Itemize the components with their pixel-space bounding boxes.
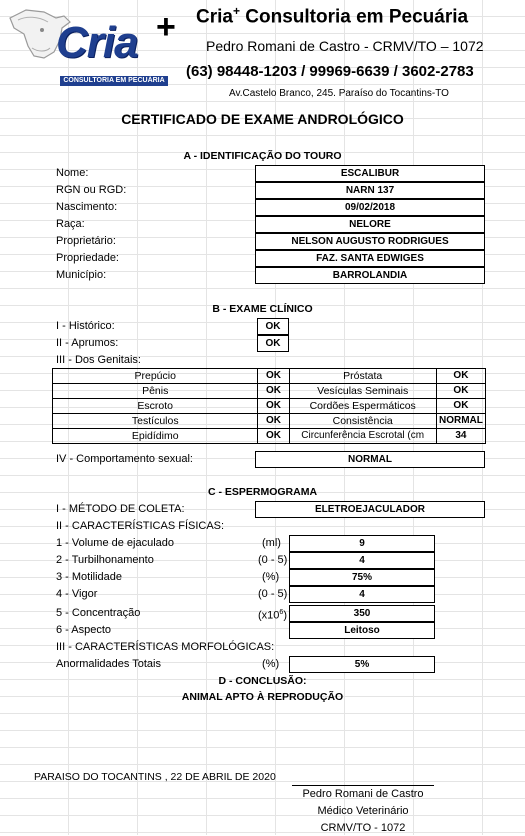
label-concentracao: 5 - Concentração bbox=[56, 607, 141, 619]
genital-left-label: Epidídimo bbox=[53, 429, 258, 444]
genital-right-label: Circunferência Escrotal (cm bbox=[289, 429, 436, 444]
genital-left-value: OK bbox=[258, 384, 289, 399]
genital-left-label: Pênis bbox=[53, 384, 258, 399]
table-row bbox=[53, 369, 486, 384]
conclusion-result: ANIMAL APTO À REPRODUÇÃO bbox=[181, 691, 344, 703]
value-volume: 9 bbox=[289, 535, 435, 552]
section-b-title: B - EXAME CLÍNICO bbox=[212, 303, 313, 315]
genital-left-label: Escroto bbox=[53, 399, 258, 414]
value-concentracao: 350 bbox=[289, 605, 435, 622]
value-propriedade: FAZ. SANTA EDWIGES bbox=[255, 250, 485, 267]
genitals-table bbox=[52, 368, 486, 444]
genital-right-value: NORMAL bbox=[436, 414, 485, 429]
genital-right-label: Vesículas Seminais bbox=[289, 384, 436, 399]
value-aprumos: OK bbox=[257, 335, 289, 352]
label-aprumos: II - Aprumos: bbox=[56, 337, 119, 349]
value-vigor: 4 bbox=[289, 586, 435, 603]
label-municipio: Município: bbox=[56, 269, 107, 281]
genital-left-value: OK bbox=[258, 429, 289, 444]
table-row bbox=[53, 399, 486, 414]
label-anormalidades: Anormalidades Totais bbox=[56, 658, 161, 670]
value-motilidade: 75% bbox=[289, 569, 435, 586]
value-nascimento: 09/02/2018 bbox=[255, 199, 485, 216]
label-genitais: III - Dos Genitais: bbox=[56, 354, 141, 366]
label-morfologicas: III - CARACTERÍSTICAS MORFOLÓGICAS: bbox=[56, 641, 275, 653]
unit-concentracao: $(x10^6)$ bbox=[258, 609, 287, 622]
value-raca: NELORE bbox=[255, 216, 485, 233]
genital-right-value: OK bbox=[436, 399, 485, 414]
logo-word: Cria bbox=[56, 18, 138, 67]
label-volume: 1 - Volume de ejaculado bbox=[56, 537, 175, 549]
address: Av.Castelo Branco, 245. Paraíso do Tocantins-TO bbox=[229, 88, 449, 99]
genital-right-label: Próstata bbox=[289, 369, 436, 384]
label-aspecto: 6 - Aspecto bbox=[56, 624, 112, 636]
genital-left-value: OK bbox=[258, 369, 289, 384]
label-turbilhonamento: 2 - Turbilhonamento bbox=[56, 554, 154, 566]
value-anormalidades: 5% bbox=[289, 656, 435, 673]
company-logo bbox=[4, 4, 189, 88]
value-rgn: NARN 137 bbox=[255, 182, 485, 199]
table-row bbox=[53, 414, 486, 429]
logo-subtitle: CONSULTORIA EM PECUÁRIA bbox=[60, 76, 168, 86]
genital-right-value: 34 bbox=[436, 429, 485, 444]
label-historico: I - Histórico: bbox=[56, 320, 115, 332]
signer-name: Pedro Romani de Castro bbox=[302, 788, 424, 800]
company-name: Cria+ Consultoria em Pecuária bbox=[196, 4, 469, 28]
certificate-title: CERTIFICADO DE EXAME ANDROLÓGICO bbox=[121, 111, 404, 127]
value-turbilhonamento: 4 bbox=[289, 552, 435, 569]
label-vigor: 4 - Vigor bbox=[56, 588, 98, 600]
signer-role: Médico Veterinário bbox=[317, 805, 409, 817]
value-comportamento: NORMAL bbox=[255, 451, 485, 468]
signer-crmv: CRMV/TO - 1072 bbox=[320, 822, 406, 834]
genital-left-value: OK bbox=[258, 399, 289, 414]
label-nome: Nome: bbox=[56, 167, 89, 179]
section-d-title: D - CONCLUSÃO: bbox=[218, 675, 307, 687]
value-municipio: BARROLANDIA bbox=[255, 267, 485, 284]
label-motilidade: 3 - Motilidade bbox=[56, 571, 123, 583]
genital-left-label: Testículos bbox=[53, 414, 258, 429]
genital-right-value: OK bbox=[436, 384, 485, 399]
vet-line: Pedro Romani de Castro - CRMV/TO – 1072 bbox=[206, 38, 484, 54]
table-row bbox=[53, 384, 486, 399]
value-metodo: ELETROEJACULADOR bbox=[255, 501, 485, 518]
label-raca: Raça: bbox=[56, 218, 85, 230]
logo-plus: + bbox=[156, 8, 176, 46]
section-a-title: A - IDENTIFICAÇÃO DO TOURO bbox=[183, 150, 342, 162]
label-fisicas: II - CARACTERÍSTICAS FÍSICAS: bbox=[56, 520, 225, 532]
genital-right-label: Consistência bbox=[289, 414, 436, 429]
genital-left-value: OK bbox=[258, 414, 289, 429]
unit-vigor: (0 - 5) bbox=[258, 588, 288, 600]
phone-numbers: (63) 98448-1203 / 99969-6639 / 3602-2783 bbox=[186, 63, 474, 80]
genital-left-label: Prepúcio bbox=[53, 369, 258, 384]
unit-anormalidades: (%) bbox=[262, 658, 280, 670]
label-propriedade: Propriedade: bbox=[56, 252, 119, 264]
value-historico: OK bbox=[257, 318, 289, 335]
unit-motilidade: (%) bbox=[262, 571, 280, 583]
value-aspecto: Leitoso bbox=[289, 622, 435, 639]
label-nascimento: Nascimento: bbox=[56, 201, 118, 213]
label-proprietario: Proprietário: bbox=[56, 235, 116, 247]
genital-right-value: OK bbox=[436, 369, 485, 384]
table-row bbox=[53, 429, 486, 444]
unit-volume: (ml) bbox=[262, 537, 281, 549]
value-proprietario: NELSON AUGUSTO RODRIGUES bbox=[255, 233, 485, 250]
label-metodo: I - MÉTODO DE COLETA: bbox=[56, 503, 185, 515]
unit-turbilhonamento: (0 - 5) bbox=[258, 554, 288, 566]
genital-right-label: Cordões Espermáticos bbox=[289, 399, 436, 414]
section-c-title: C - ESPERMOGRAMA bbox=[207, 486, 318, 498]
label-comportamento: IV - Comportamento sexual: bbox=[56, 453, 193, 465]
value-nome: ESCALIBUR bbox=[255, 165, 485, 182]
label-rgn: RGN ou RGD: bbox=[56, 184, 127, 196]
place-date: PARAISO DO TOCANTINS , 22 DE ABRIL DE 2020 bbox=[34, 771, 276, 783]
